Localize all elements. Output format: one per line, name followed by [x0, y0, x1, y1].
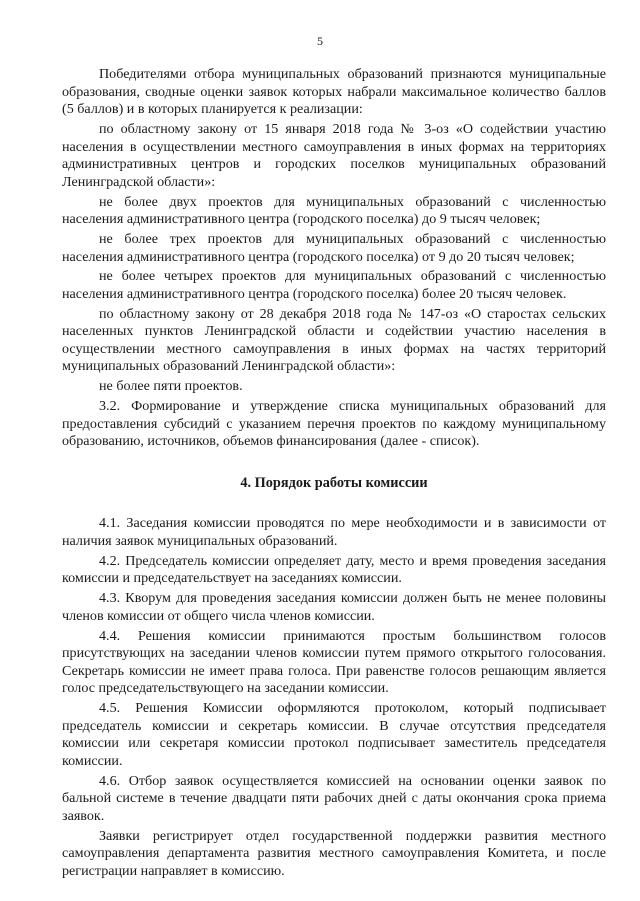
paragraph-limit-five: не более пяти проектов.	[99, 378, 243, 395]
paragraph-limit-two: не более двух проектов для муниципальных образований с численностью населения административного центра (городского поселка) до 9 тысяч человек;	[62, 193, 606, 228]
paragraph-limit-three: не более трех проектов для муниципальных образований с численностью населения административного центра (городского поселка) от 9 до 20 тысяч человек;	[62, 230, 606, 265]
paragraph-4-5: 4.5. Решения Комиссии оформляются протоколом, который подписывает председатель комиссии и секретарь комиссии. В случае отсутствия председателя комиссии или секретаря комиссии протокол подписывает заместитель председателя комиссии.	[62, 700, 606, 769]
paragraph-winners: Победителями отбора муниципальных образований признаются муниципальные образования, сводные оценки заявок которых набрали максимальное количество баллов (5 баллов) и в которых планируется к реализации:	[62, 66, 606, 118]
paragraph-registration: Заявки регистрирует отдел государственной поддержки развития местного самоуправления департамента развития местного самоуправления Комитета, и после регистрации направляет в комиссию.	[62, 827, 606, 879]
paragraph-law-3oz: по областному закону от 15 января 2018 года № 3-оз «О содействии участию населения в осуществлении местного самоуправления в иных формах на территориях административных центров и городских поселков муниципальных образований Ленинградской области»:	[62, 120, 606, 190]
document-body	[62, 66, 606, 883]
section-heading: 4. Порядок работы комиссии	[240, 474, 428, 491]
paragraph-4-3: 4.3. Кворум для проведения заседания комиссии должен быть не менее половины членов комиссии от общего числа членов комиссии.	[62, 590, 606, 624]
paragraph-law-147oz: по областному закону от 28 декабря 2018 года № 147-оз «О старостах сельских населенных пунктов Ленинградской области и содействии участию населения в осуществлении местного самоуправления в иных формах на частях территорий муниципальных образований Ленинградской области»:	[62, 305, 606, 375]
paragraph-limit-four: не более четырех проектов для муниципальных образований с численностью населения административного центра (городского поселка) более 20 тысяч человек.	[62, 268, 606, 302]
paragraph-4-4: 4.4. Решения комиссии принимаются простым большинством голосов присутствующих на заседании членов комиссии путем прямого открытого голосования. Секретарь комиссии не имеет права голоса. При равенстве голосов решающим является голос председательствующего на заседании комиссии.	[62, 627, 606, 697]
paragraph-4-1: 4.1. Заседания комиссии проводятся по мере необходимости и в зависимости от наличия заявок муниципальных образований.	[62, 515, 606, 549]
paragraph-4-6: 4.6. Отбор заявок осуществляется комиссией на основании оценки заявок по бальной системе в течение двадцати пяти рабочих дней с даты окончания срока приема заявок.	[62, 772, 606, 824]
page-number: 5	[317, 34, 323, 48]
paragraph-3-2: 3.2. Формирование и утверждение списка муниципальных образований для предоставления субсидий с указанием перечня проектов по каждому муниципальному образованию, источников, объемов финансирования (далее - список).	[62, 398, 606, 450]
paragraph-4-2: 4.2. Председатель комиссии определяет дату, место и время проведения заседания комиссии и председательствует на заседаниях комиссии.	[62, 552, 606, 587]
